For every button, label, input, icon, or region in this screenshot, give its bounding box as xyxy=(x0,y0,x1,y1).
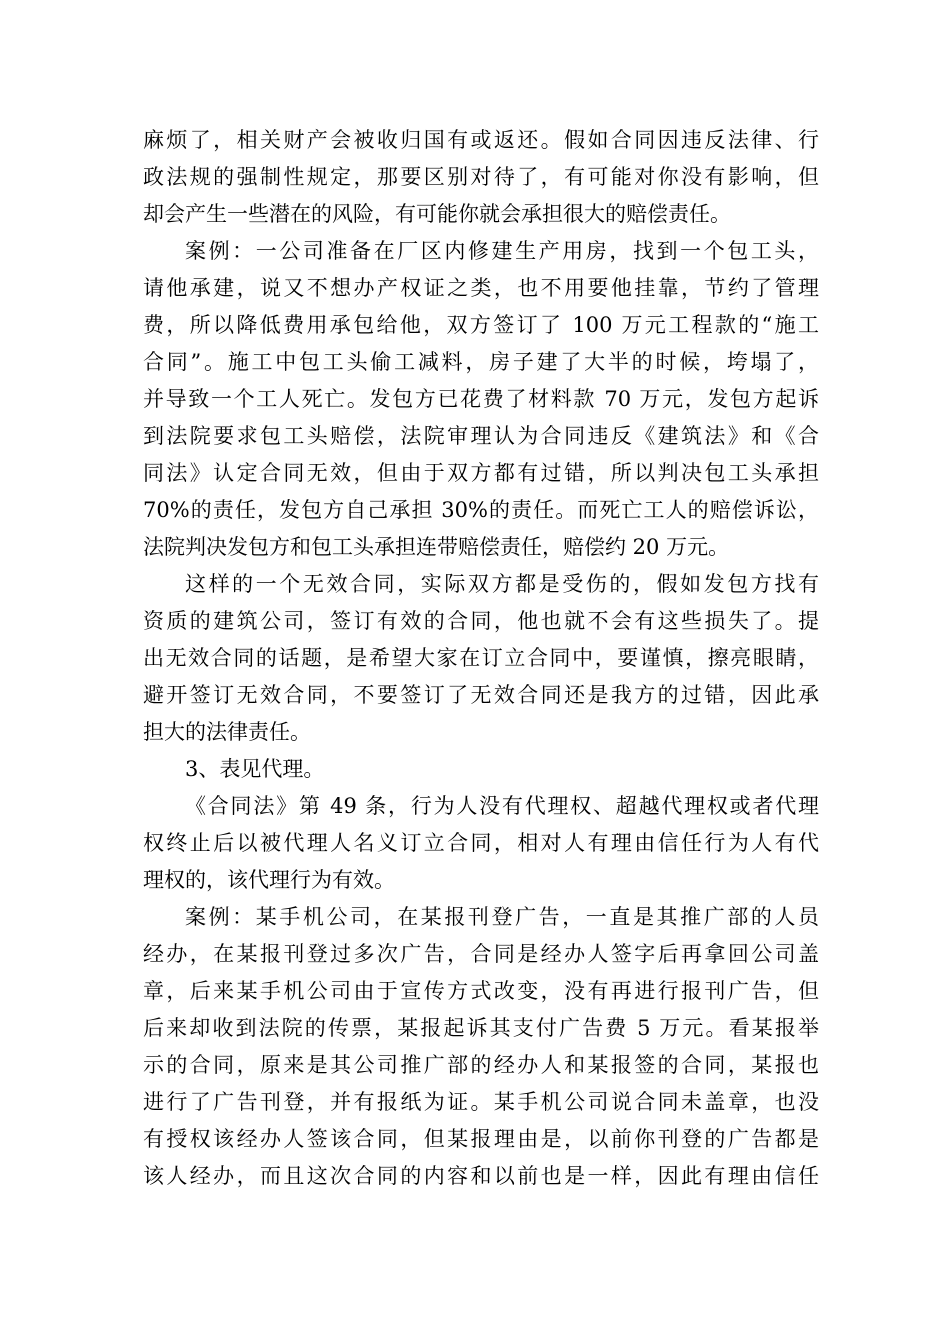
text-line: 出无效合同的话题，是希望大家在订立合同中，要谨慎，擦亮眼睛， xyxy=(143,646,819,670)
text-line: 经办，在某报刊登过多次广告，合同是经办人签字后再拿回公司盖 xyxy=(143,942,819,966)
text-line: 费，所以降低费用承包给他，双方签订了 100 万元工程款的“施工 xyxy=(143,313,819,337)
text-line: 并导致一个工人死亡。发包方已花费了材料款 70 万元，发包方起诉 xyxy=(143,387,819,411)
text-line: 该人经办，而且这次合同的内容和以前也是一样，因此有理由信任 xyxy=(143,1164,819,1188)
text-line: 案例：某手机公司，在某报刊登广告，一直是其推广部的人员 xyxy=(185,905,819,929)
text-line: 合同”。施工中包工头偷工减料，房子建了大半的时候，垮塌了， xyxy=(143,350,819,374)
text-line: 进行了广告刊登，并有报纸为证。某手机公司说合同未盖章，也没 xyxy=(143,1090,819,1114)
text-line: 案例：一公司准备在厂区内修建生产用房，找到一个包工头， xyxy=(185,239,819,263)
text-line: 理权的，该代理行为有效。 xyxy=(143,868,395,892)
body-text xyxy=(143,122,819,1195)
text-line: 请他承建，说又不想办产权证之类，也不用要他挂靠，节约了管理 xyxy=(143,276,819,300)
text-line: 麻烦了，相关财产会被收归国有或返还。假如合同因违反法律、行 xyxy=(143,128,819,152)
text-line: 70%的责任，发包方自己承担 30%的责任。而死亡工人的赔偿诉讼， xyxy=(143,498,819,522)
text-line: 法院判决发包方和包工头承担连带赔偿责任，赔偿约 20 万元。 xyxy=(143,535,730,559)
text-line: 示的合同，原来是其公司推广部的经办人和某报签的合同，某报也 xyxy=(143,1053,819,1077)
text-line: 同法》认定合同无效，但由于双方都有过错，所以判决包工头承担 xyxy=(143,461,819,485)
text-line: 避开签订无效合同，不要签订了无效合同还是我方的过错，因此承 xyxy=(143,683,819,707)
text-line: 到法院要求包工头赔偿，法院审理认为合同违反《建筑法》和《合 xyxy=(143,424,819,448)
text-line: 资质的建筑公司，签订有效的合同，他也就不会有这些损失了。提 xyxy=(143,609,819,633)
text-line: 权终止后以被代理人名义订立合同，相对人有理由信任行为人有代 xyxy=(143,831,819,855)
text-line: 后来却收到法院的传票，某报起诉其支付广告费 5 万元。看某报举 xyxy=(143,1016,819,1040)
text-line: 章，后来某手机公司由于宣传方式改变，没有再进行报刊广告，但 xyxy=(143,979,819,1003)
text-line: 《合同法》第 49 条，行为人没有代理权、超越代理权或者代理 xyxy=(185,794,819,818)
text-line: 有授权该经办人签该合同，但某报理由是，以前你刊登的广告都是 xyxy=(143,1127,819,1151)
section-heading: 3、表见代理。 xyxy=(185,757,325,781)
text-line: 政法规的强制性规定，那要区别对待了，有可能对你没有影响，但 xyxy=(143,165,819,189)
text-line: 担大的法律责任。 xyxy=(143,720,311,744)
text-line: 这样的一个无效合同，实际双方都是受伤的，假如发包方找有 xyxy=(185,572,819,596)
text-line: 却会产生一些潜在的风险，有可能你就会承担很大的赔偿责任。 xyxy=(143,202,731,226)
